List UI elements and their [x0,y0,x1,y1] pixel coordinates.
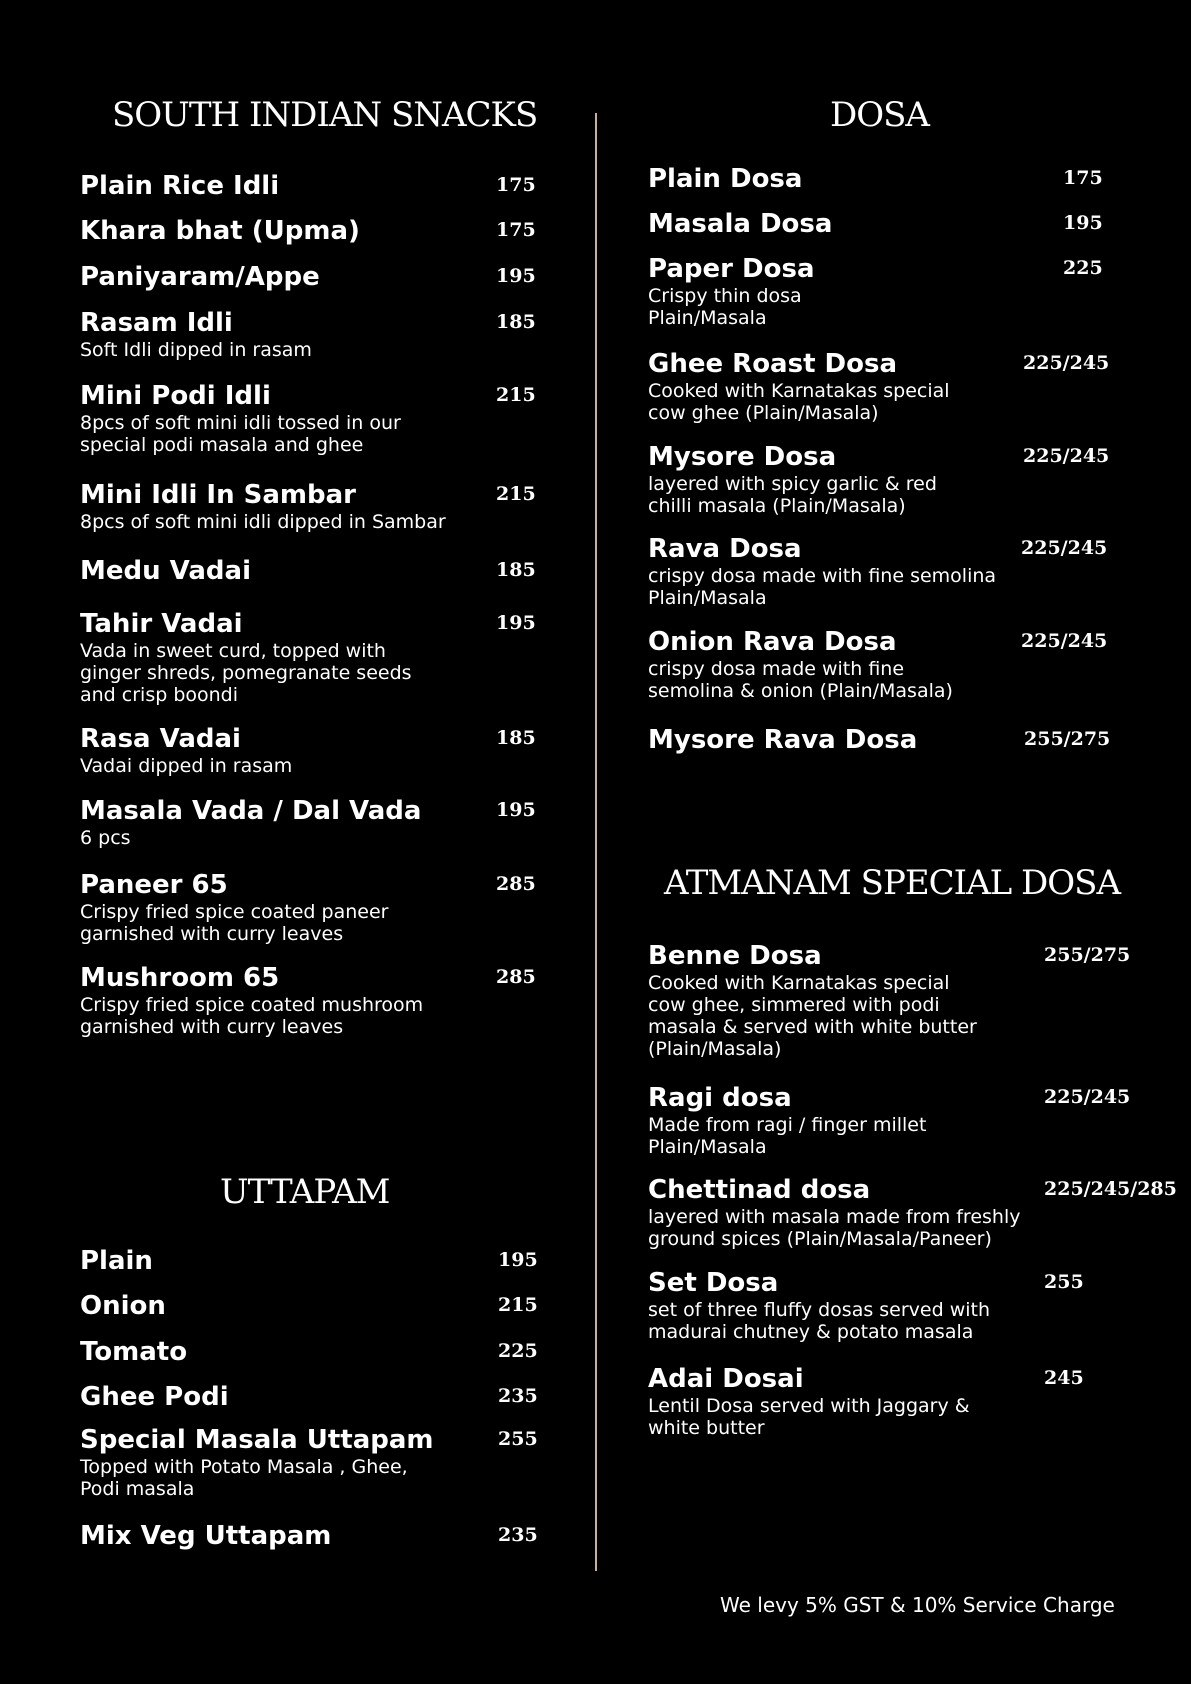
item-description [80,901,388,945]
description-line: Crispy fried spice coated paneer [80,901,389,923]
item-name: Rava Dosa [648,534,802,564]
item-description [648,473,937,517]
description-line: white butter [648,1417,765,1439]
item-description [80,755,292,777]
item-price: 225/245 [1044,1086,1131,1108]
description-line: Lentil Dosa served with Jaggary & [648,1395,970,1417]
description-line: madurai chutney & potato masala [648,1321,974,1343]
description-line: layered with spicy garlic & red [648,473,937,495]
description-line: Crispy thin dosa [648,285,802,307]
item-name: Tomato [80,1337,188,1367]
description-line: semolina & onion (Plain/Masala) [648,680,953,702]
item-price: 195 [498,1249,538,1271]
item-name: Masala Dosa [648,209,833,239]
item-price: 175 [1063,167,1103,189]
item-price: 285 [496,873,536,895]
section-title-dosa: DOSA [830,95,929,135]
item-name: Paneer 65 [80,870,228,900]
item-name: Mini Podi Idli [80,381,271,411]
item-name: Plain Dosa [648,164,803,194]
description-line: 8pcs of soft mini idli tossed in our [80,412,401,434]
item-name: Plain [80,1246,153,1276]
item-name: Paniyaram/Appe [80,262,320,292]
item-price: 185 [496,727,536,749]
item-description [80,827,131,849]
item-price: 195 [496,265,536,287]
description-line: Cooked with Karnatakas special [648,380,950,402]
section-title-uttapam: UTTAPAM [220,1172,390,1212]
item-name: Adai Dosai [648,1364,804,1394]
description-line: Vada in sweet curd, topped with [80,640,386,662]
item-description [80,640,412,706]
item-price: 215 [496,384,536,406]
section-title-special-dosa: ATMANAM SPECIAL DOSA [664,863,1121,903]
item-price: 285 [496,966,536,988]
item-name: Ghee Podi [80,1382,229,1412]
item-name: Mysore Rava Dosa [648,725,918,755]
item-description [648,565,996,609]
item-name: Mushroom 65 [80,963,280,993]
item-description [80,412,401,456]
item-description [648,1114,926,1158]
description-line: 6 pcs [80,827,131,849]
item-price: 225/245 [1023,445,1110,467]
item-price: 175 [496,219,536,241]
item-price: 255 [498,1428,538,1450]
item-price: 225/245 [1021,537,1108,559]
item-description [648,380,950,424]
description-line: Podi masala [80,1478,195,1500]
description-line: cow ghee, simmered with podi [648,994,940,1016]
item-price: 225 [498,1340,538,1362]
item-price: 195 [1063,212,1103,234]
description-line: set of three fluffy dosas served with [648,1299,991,1321]
item-description [80,511,446,533]
item-name: Onion Rava Dosa [648,627,897,657]
description-line: layered with masala made from freshly [648,1206,1021,1228]
item-name: Khara bhat (Upma) [80,216,360,246]
item-description [80,1456,408,1500]
description-line: Plain/Masala [648,587,767,609]
item-price: 255/275 [1044,944,1131,966]
description-line: Topped with Potato Masala , Ghee, [80,1456,408,1478]
item-name: Special Masala Uttapam [80,1425,434,1455]
column-divider [595,113,597,1571]
description-line: crispy dosa made with fine [648,658,905,680]
item-description [648,1206,1020,1250]
item-price: 245 [1044,1367,1084,1389]
item-name: Chettinad dosa [648,1175,871,1205]
description-line: ground spices (Plain/Masala/Paneer) [648,1228,992,1250]
item-name: Mysore Dosa [648,442,837,472]
description-line: Plain/Masala [648,307,767,329]
item-name: Onion [80,1291,166,1321]
description-line: masala & served with white butter [648,1016,977,1038]
item-price: 225/245 [1023,352,1110,374]
item-name: Mix Veg Uttapam [80,1521,332,1551]
item-price: 255 [1044,1271,1084,1293]
description-line: special podi masala and ghee [80,434,364,456]
description-line: Cooked with Karnatakas special [648,972,950,994]
description-line: ginger shreds, pomegranate seeds [80,662,412,684]
item-price: 235 [498,1524,538,1546]
item-price: 225/245 [1021,630,1108,652]
description-line: cow ghee (Plain/Masala) [648,402,879,424]
item-name: Paper Dosa [648,254,815,284]
item-price: 225 [1063,257,1103,279]
section-title-snacks: SOUTH INDIAN SNACKS [112,95,538,135]
item-price: 235 [498,1385,538,1407]
description-line: Made from ragi / finger millet [648,1114,927,1136]
item-price: 255/275 [1024,728,1111,750]
item-name: Plain Rice Idli [80,171,280,201]
item-price: 225/245/285 [1044,1178,1177,1200]
description-line: garnished with curry leaves [80,923,344,945]
description-line: (Plain/Masala) [648,1038,782,1060]
item-price: 195 [496,799,536,821]
description-line: Soft Idli dipped in rasam [80,339,312,361]
item-description [80,339,312,361]
item-name: Set Dosa [648,1268,779,1298]
description-line: 8pcs of soft mini idli dipped in Sambar [80,511,446,533]
item-name: Mini Idli In Sambar [80,480,356,510]
description-line: Plain/Masala [648,1136,767,1158]
item-name: Rasam Idli [80,308,233,338]
item-description [648,1395,970,1439]
item-price: 195 [496,612,536,634]
item-price: 185 [496,559,536,581]
item-name: Tahir Vadai [80,609,243,639]
item-name: Ragi dosa [648,1083,792,1113]
item-description [648,972,977,1060]
item-description [648,1299,990,1343]
item-price: 215 [496,483,536,505]
item-price: 185 [496,311,536,333]
item-name: Ghee Roast Dosa [648,349,898,379]
tax-note: We levy 5% GST & 10% Service Charge [720,1593,1115,1617]
item-name: Medu Vadai [80,556,251,586]
item-description [648,658,953,702]
description-line: chilli masala (Plain/Masala) [648,495,906,517]
description-line: crispy dosa made with fine semolina [648,565,997,587]
item-description [648,285,802,329]
description-line: and crisp boondi [80,684,239,706]
item-price: 175 [496,174,536,196]
item-name: Masala Vada / Dal Vada [80,796,422,826]
item-name: Rasa Vadai [80,724,241,754]
description-line: Vadai dipped in rasam [80,755,293,777]
item-description [80,994,423,1038]
description-line: garnished with curry leaves [80,1016,344,1038]
item-name: Benne Dosa [648,941,822,971]
item-price: 215 [498,1294,538,1316]
description-line: Crispy fried spice coated mushroom [80,994,424,1016]
